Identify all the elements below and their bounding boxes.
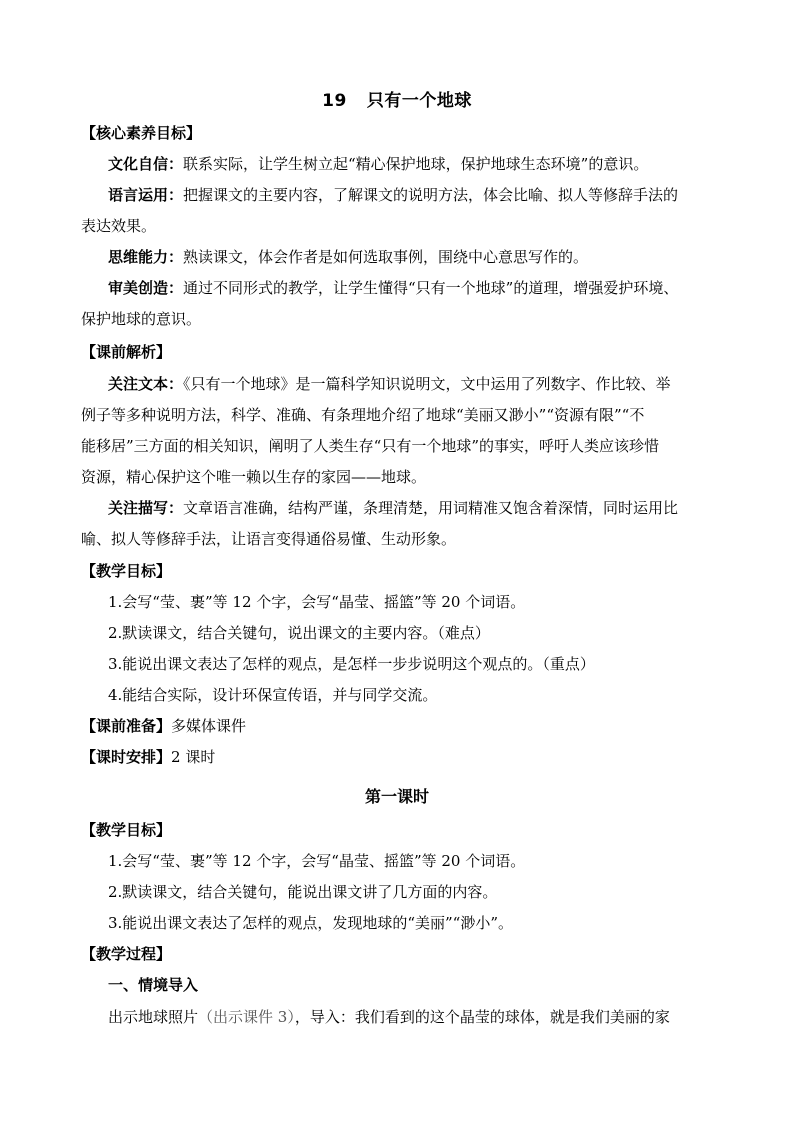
core-goal-label: 思维能力： (108, 248, 184, 266)
lesson-name: 只有一个地球 (366, 91, 472, 111)
core-goal-culture (108, 154, 721, 174)
lesson-number: 19 (322, 91, 347, 111)
first-period-goal-item: 2.默读课文，结合关键句，能说出课文讲了几方面的内容。 (108, 883, 498, 901)
core-goal-aesthetic (108, 278, 721, 298)
first-period-goals-heading: 【教学目标】 (81, 821, 172, 839)
first-period-goal-item: 1.会写“莹、裹”等 12 个字，会写“晶莹、摇篮”等 20 个词语。 (108, 852, 526, 870)
step1-text-a: 出示地球照片 (108, 1008, 199, 1026)
lesson-title (0, 86, 794, 111)
first-period-goal-item: 3.能说出课文表达了怎样的观点，发现地球的“美丽”“渺小”。 (108, 914, 513, 932)
core-goal-language (108, 185, 721, 205)
schedule-heading: 【课时安排】 (81, 748, 172, 766)
text-focus-text: 《只有一个地球》是一篇科学知识说明文，文中运用了列数字、作比较、举 (183, 375, 671, 393)
schedule-value: 2 课时 (171, 748, 216, 766)
text-focus-line-4: 资源，精心保护这个唯一赖以生存的家园——地球。 (81, 468, 427, 486)
desc-focus-line (108, 498, 721, 518)
desc-focus-line-2: 喻、拟人等修辞手法，让语言变得通俗易懂、生动形象。 (81, 530, 457, 548)
desc-focus-text: 文章语言准确，结构严谨，条理清楚，用词精准又饱含着深情，同时运用比 (183, 499, 679, 517)
preparation-line (81, 716, 721, 736)
teaching-goal-item: 3.能说出课文表达了怎样的观点，是怎样一步步说明这个观点的。（重点） (108, 655, 595, 673)
text-focus-line-3: 能移居”三方面的相关知识，阐明了人类生存“只有一个地球”的事实，呼吁人类应该珍惜 (81, 437, 660, 455)
first-period-title: 第一课时 (364, 787, 429, 806)
desc-focus-label: 关注描写： (108, 499, 184, 517)
teaching-goal-item: 4.能结合实际，设计环保宣传语，并与同学交流。 (108, 686, 438, 704)
step1-text (108, 1007, 721, 1027)
teaching-goals-heading: 【教学目标】 (81, 562, 172, 580)
preparation-value: 多媒体课件 (171, 717, 247, 735)
core-goal-text: 把握课文的主要内容，了解课文的说明方法，体会比喻、拟人等修辞手法的 (183, 186, 679, 204)
core-goal-label: 文化自信： (108, 155, 184, 173)
teaching-goal-item: 2.默读课文，结合关键句，说出课文的主要内容。（难点） (108, 624, 490, 642)
core-goal-text: 联系实际，让学生树立起“精心保护地球，保护地球生态环境”的意识。 (183, 155, 649, 173)
teaching-process-heading: 【教学过程】 (81, 945, 172, 963)
core-goal-thinking (108, 247, 721, 267)
text-focus-label: 关注文本： (108, 375, 184, 393)
step1-text-c: ，导入：我们看到的这个晶莹的球体，就是我们美丽的家 (294, 1008, 670, 1026)
text-focus-line (108, 374, 721, 394)
core-goal-label: 审美创造： (108, 279, 184, 297)
text-focus-line-2: 例子等多种说明方法，科学、准确、有条理地介绍了地球“美丽又渺小”“资源有限”“不 (81, 406, 645, 424)
preparation-heading: 【课前准备】 (81, 717, 172, 735)
core-goal-aesthetic-cont: 保护地球的意识。 (81, 310, 202, 328)
core-goal-text: 通过不同形式的教学，让学生懂得“只有一个地球”的道理，增强爱护环境、 (183, 279, 679, 297)
core-goal-label: 语言运用： (108, 186, 184, 204)
core-goals-heading: 【核心素养目标】 (81, 124, 202, 142)
schedule-line (81, 747, 721, 767)
core-goal-text: 熟读课文，体会作者是如何选取事例，围绕中心意思写作的。 (183, 248, 589, 266)
core-goal-language-cont: 表达效果。 (81, 217, 157, 235)
pre-analysis-heading: 【课前解析】 (81, 343, 172, 361)
teaching-goal-item: 1.会写“莹、裹”等 12 个字，会写“晶莹、摇篮”等 20 个词语。 (108, 593, 526, 611)
step1-title: 一、情境导入 (108, 976, 199, 994)
step1-courseware-ref: （出示课件 3） (198, 1008, 295, 1026)
